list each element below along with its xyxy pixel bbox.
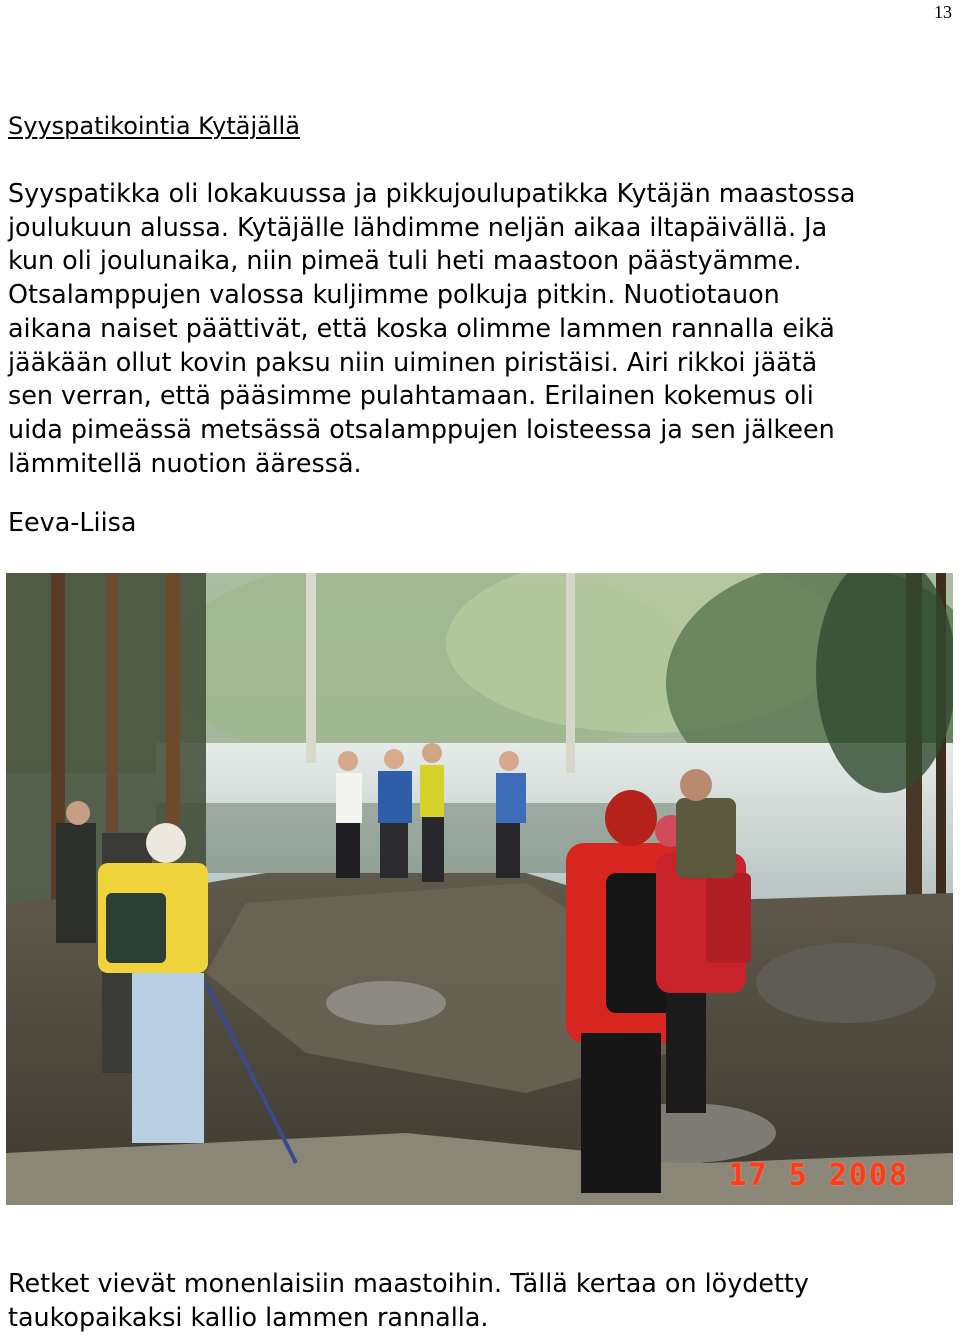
body-line: jääkään ollut kovin paksu niin uiminen piristäisi. Airi rikkoi jäätä xyxy=(8,346,818,377)
body-line: Otsalamppujen valossa kuljimme polkuja pitkin. Nuotiotauon xyxy=(8,279,780,310)
body-line: joulukuun alussa. Kytäjälle lähdimme neljän aikaa iltapäivällä. Ja xyxy=(8,211,828,242)
body-line: uida pimeässä metsässä otsalamppujen loisteessa ja sen jälkeen xyxy=(8,413,835,444)
page-number: 13 xyxy=(934,2,952,22)
caption-line: Retket vievät monenlaisiin maastoihin. Tällä kertaa on löydetty xyxy=(8,1268,809,1298)
lake-hiking-photo xyxy=(6,573,953,1205)
body-line: Syyspatikka oli lokakuussa ja pikkujoulupatikka Kytäjän maastossa xyxy=(8,178,856,208)
article-author: Eeva-Liisa xyxy=(8,507,137,537)
body-line: kun oli joulunaika, niin pimeä tuli heti maastoon päästyämme. xyxy=(8,245,802,276)
photo-caption xyxy=(8,1267,809,1334)
body-line: aikana naiset päättivät, että koska olimme lammen rannalla eikä xyxy=(8,312,835,343)
caption-line: taukopaikaksi kallio lammen rannalla. xyxy=(8,1301,489,1332)
photo-date-stamp: 17 5 2008 xyxy=(728,1158,909,1193)
photo-illustration xyxy=(6,573,953,1205)
article-body xyxy=(8,177,953,480)
article-title: Syyspatikointia Kytäjällä xyxy=(8,112,300,140)
body-line: lämmitellä nuotion ääressä. xyxy=(8,447,362,478)
body-line: sen verran, että pääsimme pulahtamaan. Erilainen kokemus oli xyxy=(8,380,814,411)
